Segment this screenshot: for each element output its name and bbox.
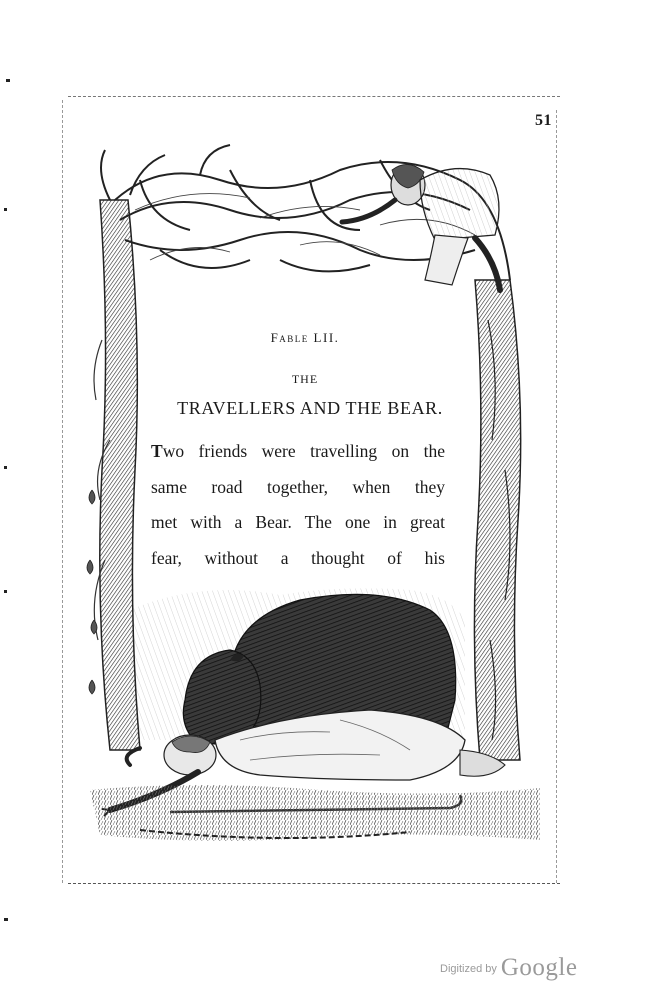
right-tree-trunk [474,280,520,760]
plate-frame-bottom [68,883,560,884]
page-number: 51 [535,112,552,129]
dropcap-letter: T [151,441,163,461]
plate-frame-right [556,110,557,883]
scan-tick-mark [4,590,7,593]
watermark-logo-text: Google [500,954,578,981]
scan-tick-mark [6,79,10,82]
plate-frame-top [68,96,560,97]
fable-number: Fable LII. [270,330,340,345]
watermark-small-text: Digitized by [440,963,497,975]
fable-title: TRAVELLERS AND THE BEAR. [177,398,443,418]
left-tree-trunk [87,200,140,750]
ground [90,785,540,841]
body-line-text: wo friends were travelling on the [162,441,445,461]
body-line: met with a Bear. The one in great [151,512,445,532]
google-watermark [440,954,620,984]
plate-frame-left [62,100,63,883]
fable-the-label: THE [291,372,319,386]
body-line: same road together, when they [151,476,445,497]
man-in-tree [342,164,500,290]
scan-tick-mark [4,918,8,921]
scan-tick-mark [4,208,7,211]
fable-body [151,434,445,576]
body-line [151,434,445,470]
scan-tick-mark [4,466,7,469]
body-line: fear, without a thought of his [151,547,445,568]
